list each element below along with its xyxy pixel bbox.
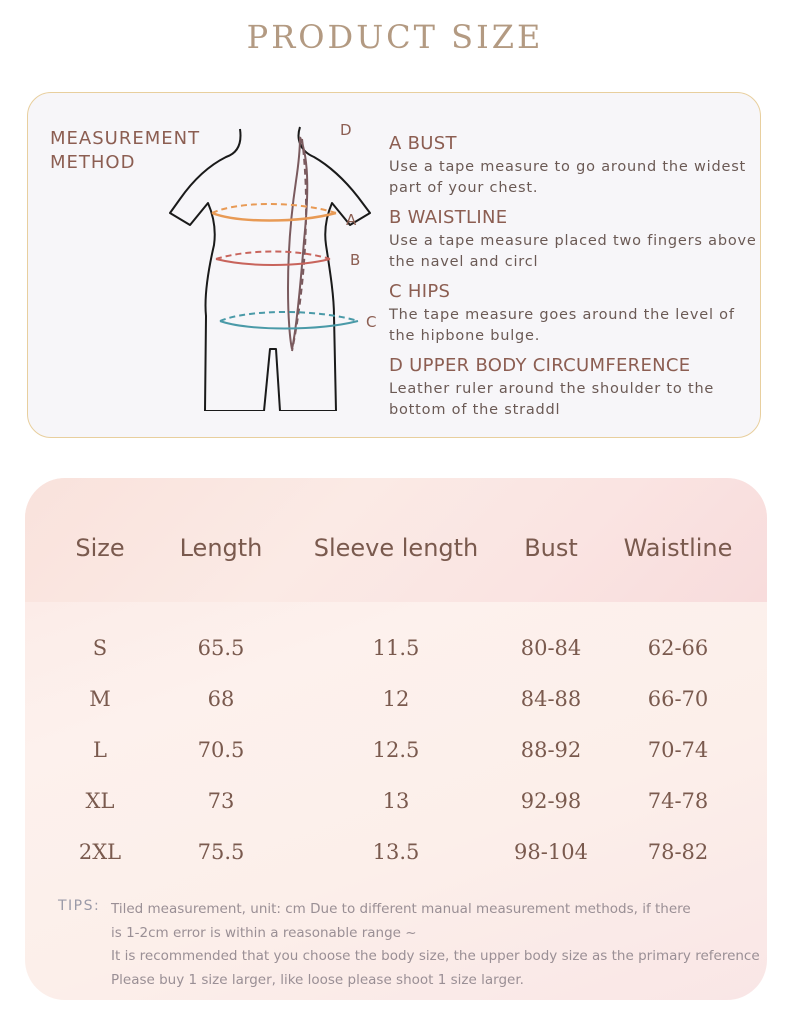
marker-c: C [366,313,377,331]
cell-sleeve-length: 13 [382,789,410,813]
cell-waistline: 70-74 [647,738,709,762]
cell-size: S [92,636,108,660]
cell-size: XL [85,789,115,813]
cell-waistline: 62-66 [647,636,709,660]
cell-size: 2XL [78,840,122,864]
definition-text: Use a tape measure to go around the widest part of your chest. [389,159,747,196]
header-bust: Bust [524,534,578,562]
tips-line: Please buy 1 size larger, like loose please shoot 1 size larger. [111,971,524,988]
cell-bust: 98-104 [514,840,588,864]
marker-a: A [346,211,357,229]
measurement-definitions [389,131,759,427]
definition-heading: A BUST [389,133,457,154]
definition-text: The tape measure goes around the level of the hipbone bulge. [389,307,735,344]
header-size: Size [75,534,125,562]
cell-waistline: 78-82 [647,840,709,864]
size-table-header [25,478,767,602]
cell-size: L [93,738,107,762]
cell-bust: 84-88 [520,687,582,711]
cell-waistline: 74-78 [647,789,709,813]
cell-length: 70.5 [197,738,245,762]
definition-text: Leather ruler around the shoulder to the bottom of the straddl [389,381,715,418]
tips-label: TIPS: [58,898,101,914]
bodysuit-outline [170,127,370,411]
header-sleeve-length: Sleeve length [313,534,479,562]
definition-text: Use a tape measure placed two fingers above the navel and circl [389,233,757,270]
cell-sleeve-length: 13.5 [372,840,420,864]
line-b [216,252,330,266]
marker-d: D [340,121,352,139]
tips-line: is 1-2cm error is within a reasonable range ~ [111,924,417,941]
definition-waistline [389,205,759,273]
definition-heading: D UPPER BODY CIRCUMFERENCE [389,355,691,376]
cell-sleeve-length: 12.5 [372,738,420,762]
marker-b: B [350,251,361,269]
bodysuit-diagram [168,121,388,411]
size-table-card [25,478,767,1000]
cell-length: 68 [207,687,235,711]
cell-bust: 88-92 [520,738,582,762]
measurement-method-label: MEASUREMENT METHOD [50,128,201,173]
cell-sleeve-length: 12 [382,687,410,711]
header-waistline: Waistline [623,534,733,562]
measurement-method-card [27,92,761,438]
definition-heading: C HIPS [389,281,451,302]
cell-bust: 92-98 [520,789,582,813]
definition-bust [389,131,759,199]
cell-bust: 80-84 [520,636,582,660]
line-a [212,204,336,221]
page-title: PRODUCT SIZE [246,18,544,56]
definition-hips [389,279,759,347]
cell-length: 73 [207,789,235,813]
cell-waistline: 66-70 [647,687,709,711]
header-length: Length [179,534,263,562]
tips-line: It is recommended that you choose the body size, the upper body size as the primary reference [111,948,760,964]
tips-line: Tiled measurement, unit: cm Due to different manual measurement methods, if there [111,901,691,917]
cell-sleeve-length: 11.5 [372,636,420,660]
definition-upper-body [389,353,759,421]
cell-length: 65.5 [197,636,245,660]
tips-text [111,898,760,992]
cell-size: M [89,687,111,711]
cell-length: 75.5 [197,840,245,864]
definition-heading: B WAISTLINE [389,207,508,228]
